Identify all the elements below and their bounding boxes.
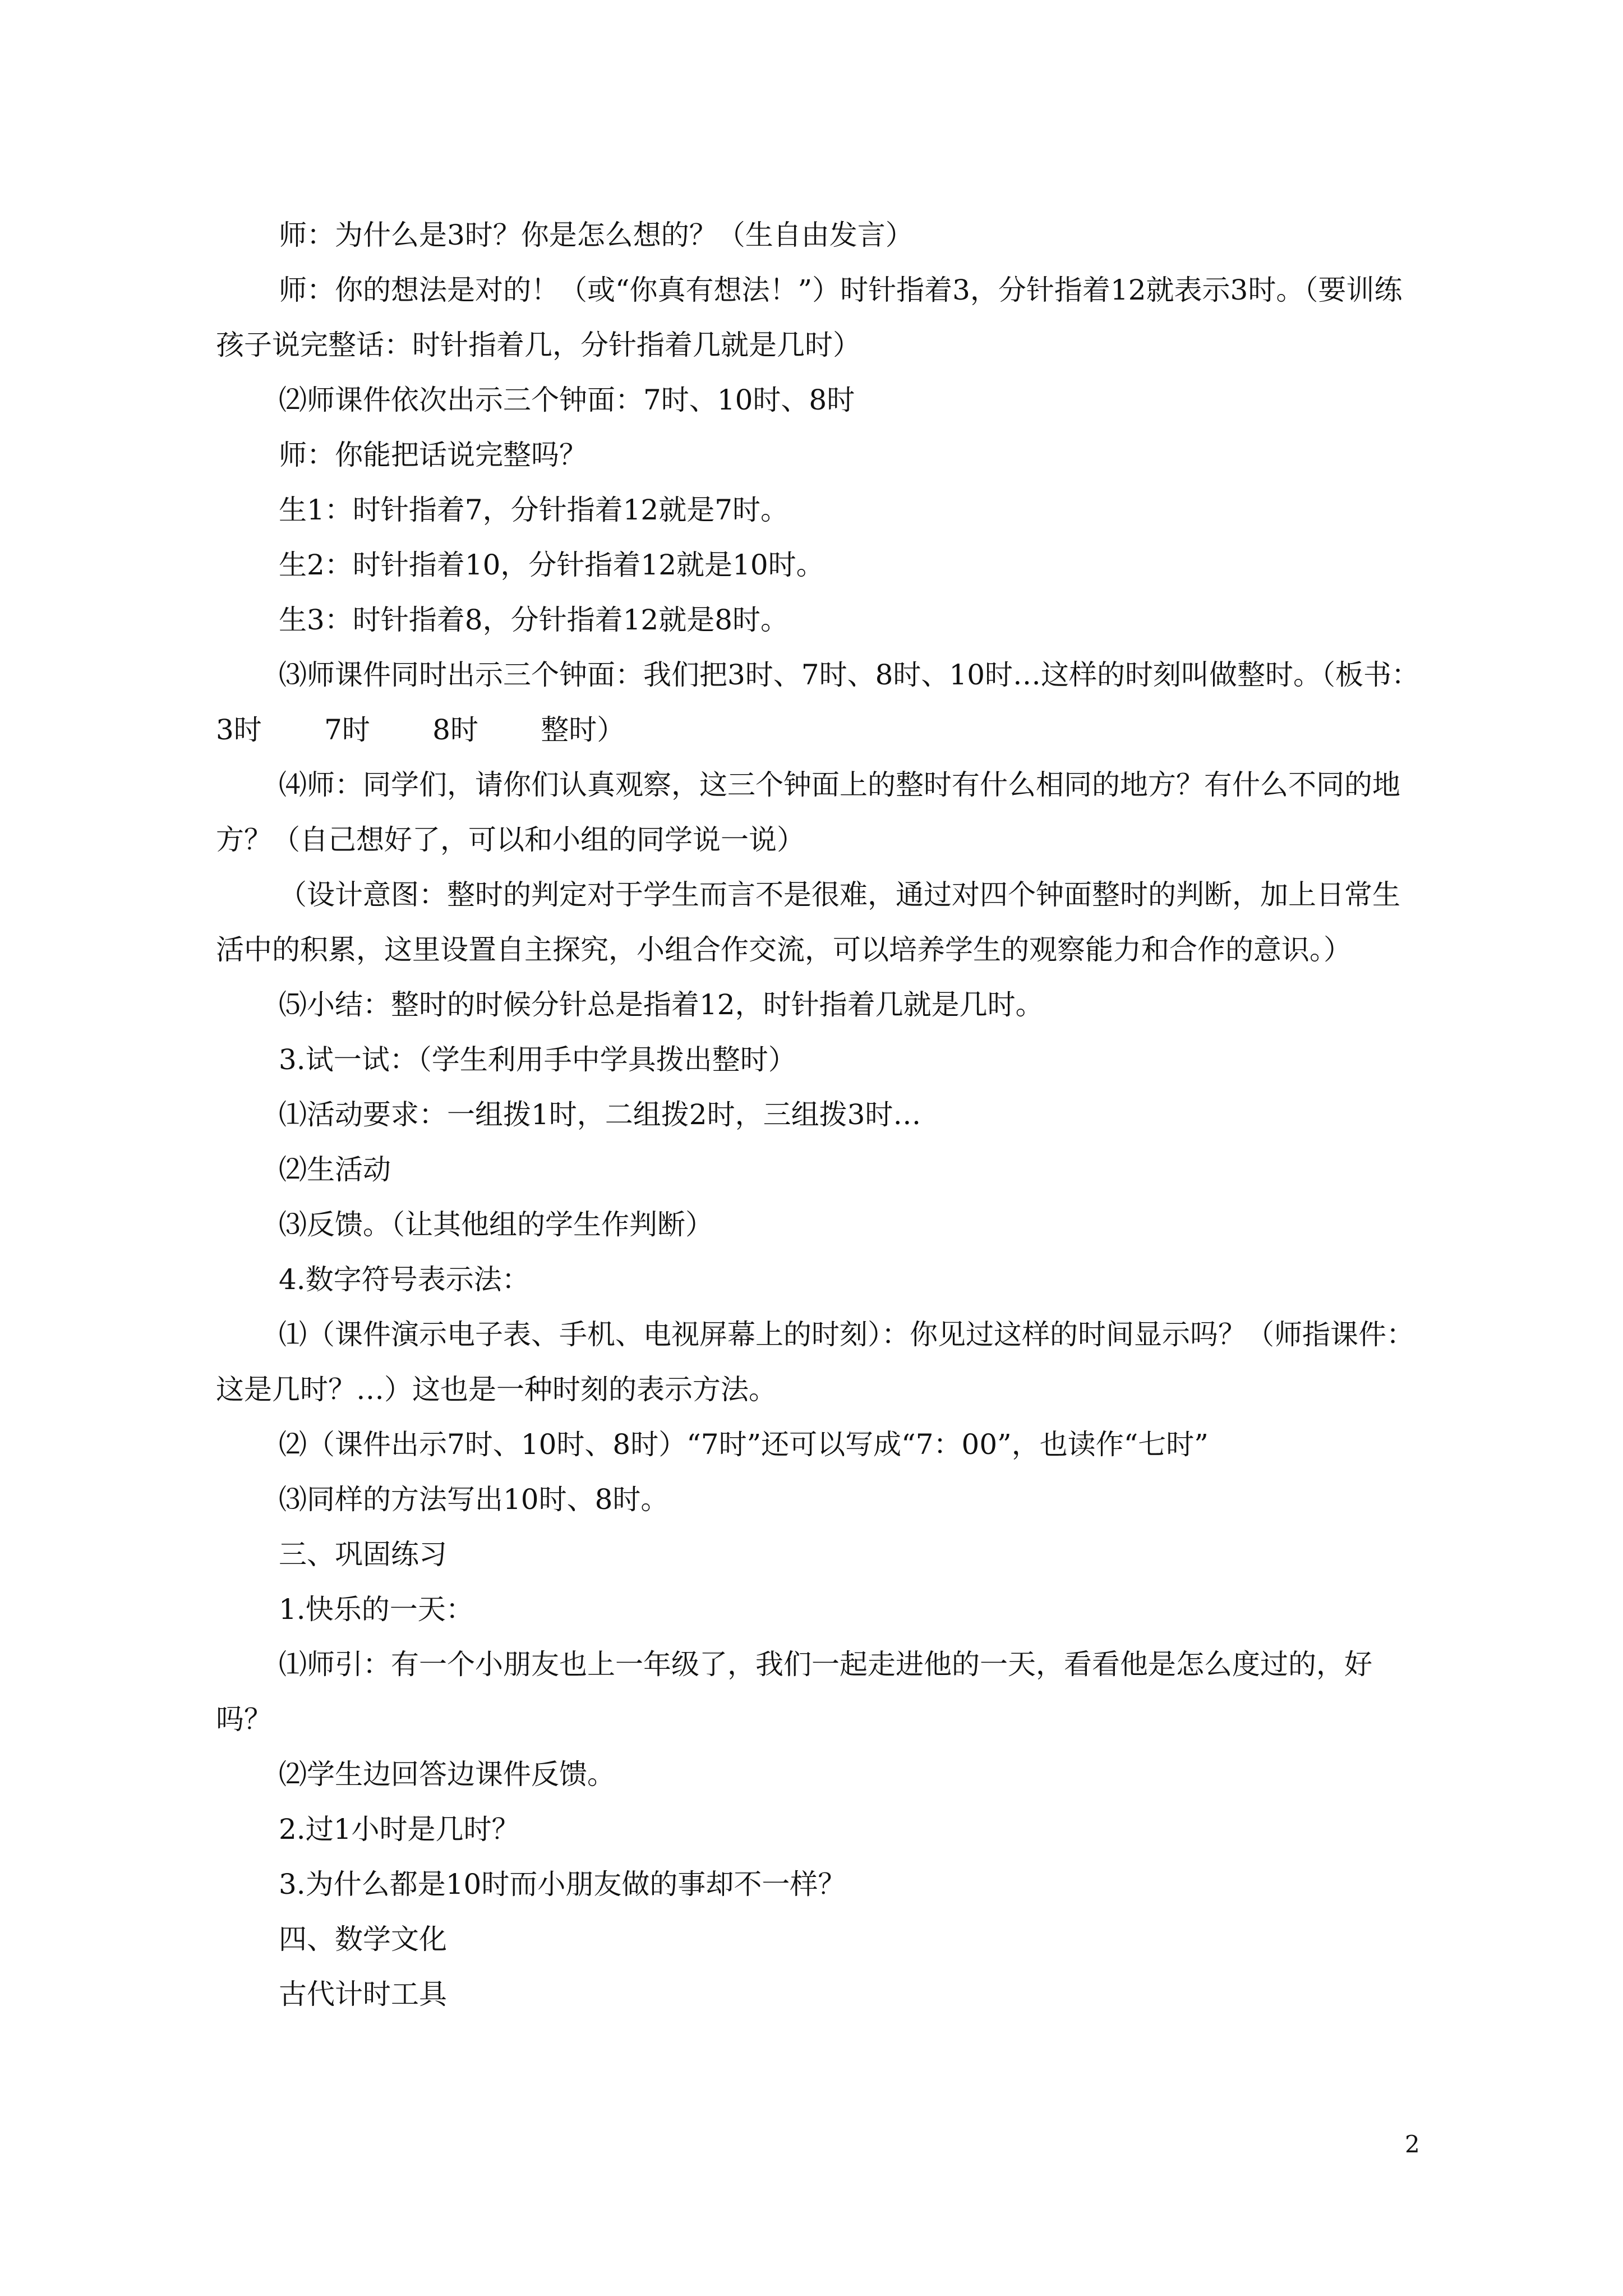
paragraph: 3.为什么都是10时而小朋友做的事却不一样？ <box>279 1868 846 1901</box>
paragraph: ⑷师：同学们，请你们认真观察，这三个钟面上的整时有什么相同的地方？有什么不同的地方？（自己想好了，可以和小组的同学说一说） <box>216 769 1400 856</box>
paragraph: 师：你能把话说完整吗？ <box>279 439 587 471</box>
paragraph: 师：你的想法是对的！（或“你真有想法！”）时针指着3，分针指着12就表示3时。（要训练孩子说完整话：时针指着几，分针指着几就是几时） <box>216 274 1403 361</box>
paragraph: ⑵（课件出示7时、10时、8时）“7时”还可以写成“7：00”，也读作“七时” <box>279 1428 1209 1461</box>
paragraph: 生2：时针指着10，分针指着12就是10时。 <box>279 549 824 581</box>
paragraph: 生3：时针指着8，分针指着12就是8时。 <box>279 604 789 636</box>
paragraph: 生1：时针指着7，分针指着12就是7时。 <box>279 494 789 526</box>
paragraph: 师：为什么是3时？你是怎么想的？（生自由发言） <box>279 219 914 251</box>
paragraph: ⑵生活动 <box>279 1153 391 1186</box>
section-heading: 四、数学文化 <box>279 1923 447 1955</box>
paragraph: ⑶反馈。（让其他组的学生作判断） <box>279 1208 713 1241</box>
section-heading: 三、巩固练习 <box>279 1538 447 1571</box>
document-body <box>216 208 1422 2022</box>
paragraph: ⑴师引：有一个小朋友也上一年级了，我们一起走进他的一天，看看他是怎么度过的，好吗？ <box>216 1648 1372 1736</box>
page-number: 2 <box>1405 2131 1420 2158</box>
paragraph: ⑵学生边回答边课件反馈。 <box>279 1758 615 1791</box>
paragraph: 古代计时工具 <box>279 1978 447 2010</box>
paragraph: ⑶师课件同时出示三个钟面：我们把3时、7时、8时、10时…这样的时刻叫做整时。（板书：3时 7时 8时 整时） <box>216 659 1420 746</box>
paragraph: ⑴活动要求：一组拨1时，二组拨2时，三组拨3时… <box>279 1098 921 1131</box>
paragraph: 2.过1小时是几时？ <box>279 1813 520 1846</box>
paragraph: 1.快乐的一天： <box>279 1593 474 1626</box>
paragraph: （设计意图：整时的判定对于学生而言不是很难，通过对四个钟面整时的判断，加上日常生活中的积累，这里设置自主探究，小组合作交流，可以培养学生的观察能力和合作的意识。） <box>216 878 1400 966</box>
paragraph: ⑵师课件依次出示三个钟面：7时、10时、8时 <box>279 384 855 416</box>
paragraph: 3.试一试：（学生利用手中学具拨出整时） <box>279 1043 796 1076</box>
paragraph: ⑴（课件演示电子表、手机、电视屏幕上的时刻）：你见过这样的时间显示吗？（师指课件：这是几时？…）这也是一种时刻的表示方法。 <box>216 1318 1414 1406</box>
paragraph: ⑶同样的方法写出10时、8时。 <box>279 1483 669 1516</box>
paragraph: 4.数字符号表示法： <box>279 1263 530 1296</box>
paragraph: ⑸小结：整时的时候分针总是指着12，时针指着几就是几时。 <box>279 988 1044 1021</box>
